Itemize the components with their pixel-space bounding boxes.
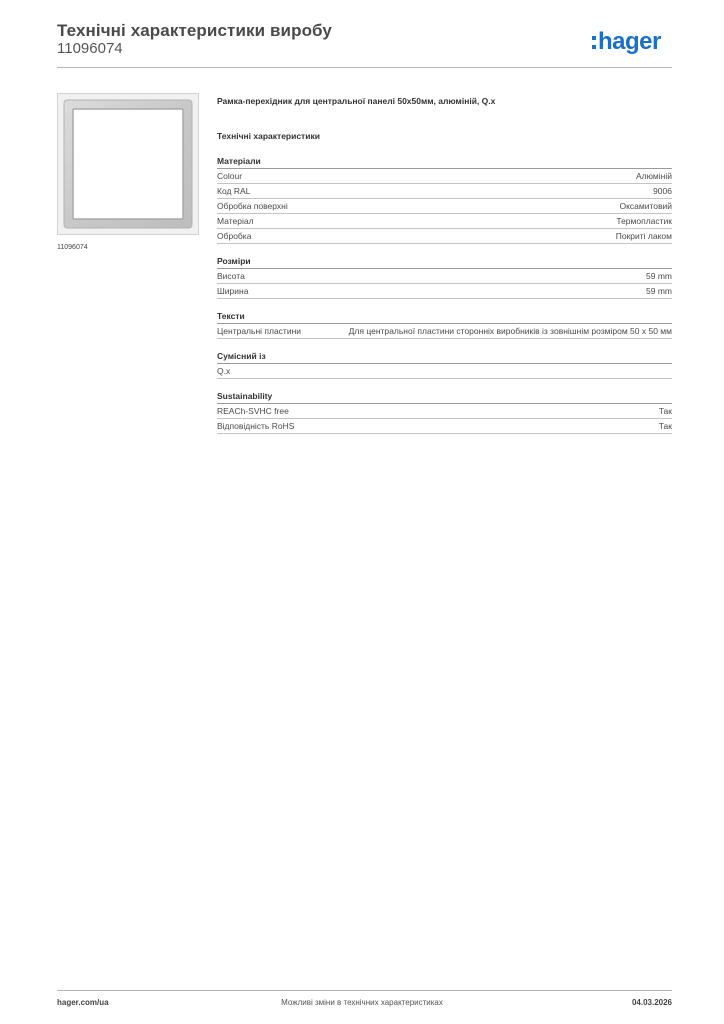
- logo-text: hager: [598, 28, 661, 55]
- spec-row: [217, 284, 672, 299]
- spec-row: [217, 419, 672, 434]
- spec-group: [217, 391, 672, 434]
- spec-label: Обробка: [217, 231, 252, 241]
- spec-value: Оксамитовий: [619, 201, 672, 211]
- spec-row: [217, 324, 672, 339]
- spec-group: [217, 256, 672, 299]
- header-divider: [57, 67, 672, 68]
- spec-value: 59 mm: [646, 286, 672, 296]
- product-description: Рамка-перехідник для центральної панелі 50x50мм, алюміній, Q.x: [217, 96, 496, 106]
- spec-row: [217, 229, 672, 244]
- product-code: 11096074: [57, 40, 123, 57]
- hager-logo[interactable]: [592, 27, 661, 57]
- spec-value: 59 mm: [646, 271, 672, 281]
- spec-value: 9006: [653, 186, 672, 196]
- product-image: [57, 93, 199, 235]
- spec-label: Код RAL: [217, 186, 251, 196]
- spec-group: [217, 351, 672, 379]
- spec-label: Обробка поверхні: [217, 201, 288, 211]
- spec-row: [217, 404, 672, 419]
- spec-group-title: Сумісний із: [217, 351, 672, 364]
- spec-row: [217, 364, 672, 379]
- spec-value: Так: [658, 421, 672, 431]
- spec-label: Colour: [217, 171, 243, 181]
- spec-label: Відповідність RoHS: [217, 421, 295, 431]
- spec-group-title: Розміри: [217, 256, 672, 269]
- spec-content: [217, 96, 672, 446]
- spec-row: [217, 269, 672, 284]
- spec-row: [217, 169, 672, 184]
- spec-group-title: Sustainability: [217, 391, 672, 404]
- spec-row: [217, 184, 672, 199]
- spec-label: Ширина: [217, 286, 249, 296]
- spec-groups: [217, 156, 672, 434]
- page-title: Технічні характеристики виробу: [57, 21, 332, 40]
- spec-value: Покриті лаком: [615, 231, 672, 241]
- footer-website[interactable]: hager.com/ua: [57, 998, 109, 1007]
- spec-label: Q.x: [217, 366, 231, 376]
- spec-section-title: Технічні характеристики: [217, 131, 320, 141]
- spec-value: Алюміній: [636, 171, 672, 181]
- footer-date: 04.03.2026: [631, 998, 672, 1007]
- spec-group: [217, 311, 672, 339]
- frame-picture-icon: [58, 94, 198, 234]
- spec-group-title: Матеріали: [217, 156, 672, 169]
- spec-row: [217, 214, 672, 229]
- spec-label: Центральні пластини: [217, 326, 302, 336]
- spec-value: Для центральної пластини сторонніх виробників із зовнішнім розміром 50 x 50 мм: [348, 326, 672, 336]
- spec-label: REACh-SVHC free: [217, 406, 289, 416]
- spec-label: Матеріал: [217, 216, 254, 226]
- spec-group-title: Тексти: [217, 311, 672, 324]
- image-caption: 11096074: [57, 244, 88, 251]
- spec-value: Так: [658, 406, 672, 416]
- footer-disclaimer: Можливі зміни в технічних характеристиках: [281, 998, 443, 1007]
- footer-divider: [57, 990, 672, 991]
- logo-dots-icon: [592, 36, 596, 49]
- spec-row: [217, 199, 672, 214]
- spec-label: Висота: [217, 271, 245, 281]
- spec-value: Термопластик: [616, 216, 672, 226]
- spec-group: [217, 156, 672, 244]
